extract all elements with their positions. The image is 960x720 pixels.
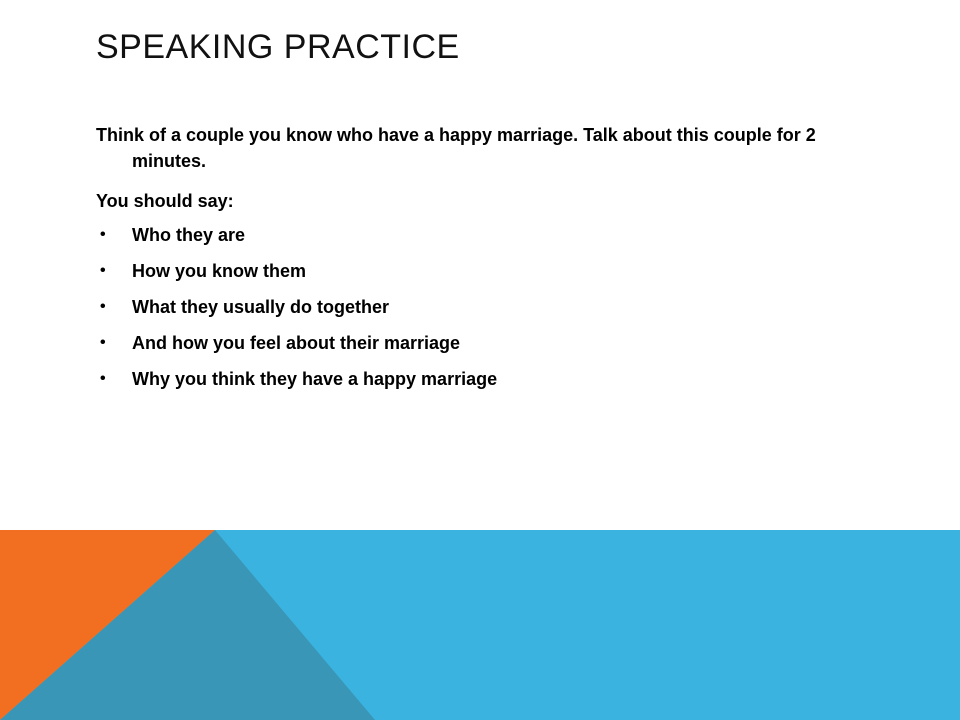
list-item: [96, 222, 856, 258]
list-item-text: How you know them: [132, 261, 307, 281]
bullet-icon: •: [100, 226, 106, 243]
list-item: [96, 366, 856, 402]
bullet-icon: •: [100, 262, 106, 279]
list-item: [96, 294, 856, 330]
prompt-label: You should say:: [96, 191, 234, 211]
task-instructions: Think of a couple you know who have a happy marriage. Talk about this couple for 2 minutes.: [96, 125, 816, 171]
prompt-list: [96, 222, 856, 402]
list-item: [96, 258, 856, 294]
list-item-text: What they usually do together: [132, 297, 390, 317]
slide-title: SPEAKING PRACTICE: [96, 28, 460, 66]
bullet-icon: •: [100, 334, 106, 351]
decorative-footer-band: [0, 530, 960, 720]
list-item: [96, 330, 856, 366]
slide-body: [96, 122, 856, 402]
bullet-icon: •: [100, 370, 106, 387]
list-item-text: Why you think they have a happy marriage: [132, 369, 498, 389]
bullet-icon: •: [100, 298, 106, 315]
list-item-text: And how you feel about their marriage: [132, 333, 461, 353]
list-item-text: Who they are: [132, 225, 246, 245]
